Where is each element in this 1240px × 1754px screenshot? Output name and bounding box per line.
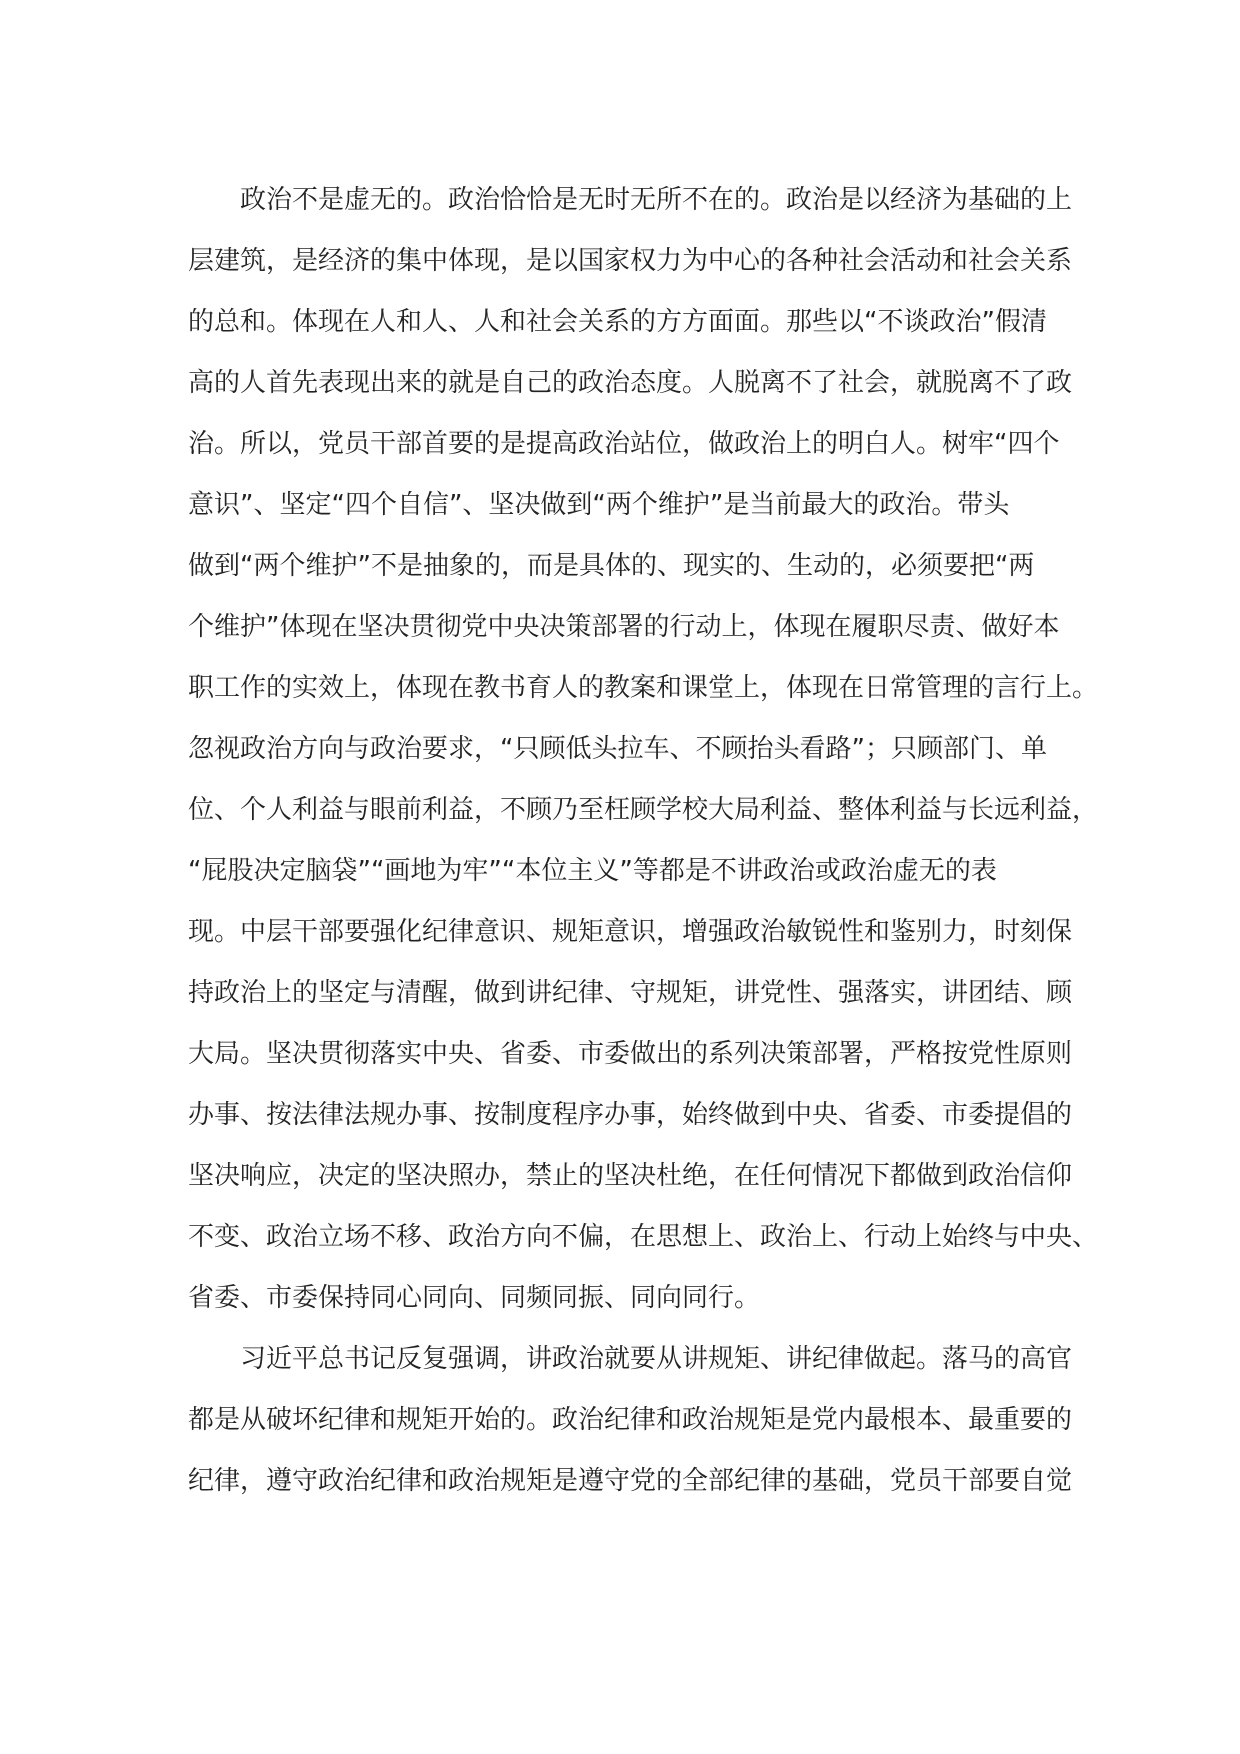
paragraph-line: 现。中层干部要强化纪律意识、规矩意识，增强政治敏锐性和鉴别力，时刻保	[188, 917, 1073, 947]
paragraph-line: 纪律，遵守政治纪律和政治规矩是遵守党的全部纪律的基础，党员干部要自觉	[188, 1466, 1073, 1496]
paragraph-line: 做到“两个维护”不是抽象的，而是具体的、现实的、生动的，必须要把“两	[188, 551, 1035, 581]
body-text	[188, 170, 1099, 1512]
paragraph-line: 坚决响应，决定的坚决照办，禁止的坚决杜绝，在任何情况下都做到政治信仰	[188, 1161, 1073, 1191]
paragraph-line: 习近平总书记反复强调，讲政治就要从讲规矩、讲纪律做起。落马的高官	[240, 1344, 1073, 1374]
paragraph-line: 意识”、坚定“四个自信”、坚决做到“两个维护”是当前最大的政治。带头	[188, 490, 1010, 520]
paragraph-line: 治。所以，党员干部首要的是提高政治站位，做政治上的明白人。树牢“四个	[188, 429, 1060, 459]
paragraph-line: 持政治上的坚定与清醒，做到讲纪律、守规矩，讲党性、强落实，讲团结、顾	[188, 978, 1073, 1008]
paragraph-line: “屁股决定脑袋”“画地为牢”“本位主义”等都是不讲政治或政治虚无的表	[188, 856, 997, 886]
paragraph-line: 高的人首先表现出来的就是自己的政治态度。人脱离不了社会，就脱离不了政	[188, 368, 1073, 398]
paragraph-line: 办事、按法律法规办事、按制度程序办事，始终做到中央、省委、市委提倡的	[188, 1100, 1073, 1130]
paragraph-line: 大局。坚决贯彻落实中央、省委、市委做出的系列决策部署，严格按党性原则	[188, 1039, 1073, 1069]
paragraph-line: 个维护”体现在坚决贯彻党中央决策部署的行动上，体现在履职尽责、做好本	[188, 612, 1060, 642]
paragraph-line: 都是从破坏纪律和规矩开始的。政治纪律和政治规矩是党内最根本、最重要的	[188, 1405, 1073, 1435]
paragraph-line: 政治不是虚无的。政治恰恰是无时无所不在的。政治是以经济为基础的上	[240, 185, 1073, 215]
paragraph-line: 职工作的实效上，体现在教书育人的教案和课堂上，体现在日常管理的言行上。	[188, 673, 1099, 703]
paragraph-line: 省委、市委保持同心同向、同频同振、同向同行。	[188, 1283, 761, 1313]
paragraph-line: 不变、政治立场不移、政治方向不偏，在思想上、政治上、行动上始终与中央、	[188, 1222, 1099, 1252]
paragraph-2	[188, 1329, 1078, 1512]
paragraph-line: 层建筑，是经济的集中体现，是以国家权力为中心的各种社会活动和社会关系	[188, 246, 1073, 276]
paragraph-line: 忽视政治方向与政治要求，“只顾低头拉车、不顾抬头看路”；只顾部门、单	[188, 734, 1047, 764]
paragraph-1	[188, 170, 1099, 1329]
paragraph-line: 位、个人利益与眼前利益，不顾乃至枉顾学校大局利益、整体利益与长远利益，	[188, 795, 1099, 825]
paragraph-line: 的总和。体现在人和人、人和社会关系的方方面面。那些以“不谈政治”假清	[188, 307, 1047, 337]
